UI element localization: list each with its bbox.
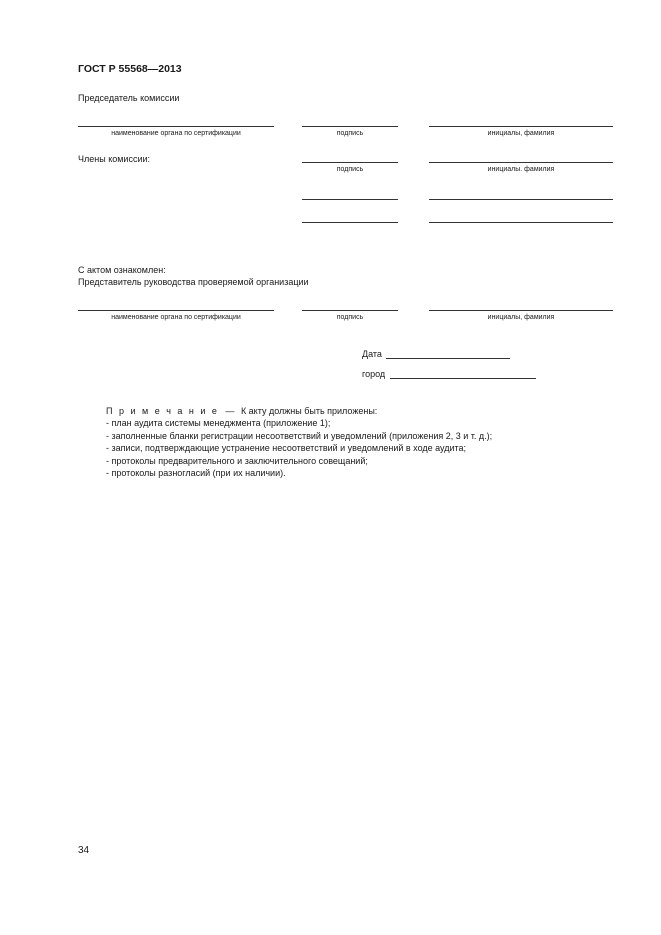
signature-line <box>78 310 274 311</box>
note-item: - протоколы предварительного и заключительного совещаний; <box>106 455 368 466</box>
city-line <box>390 369 536 379</box>
caption-name: инициалы, фамилия <box>487 130 555 137</box>
signature-line <box>429 310 613 311</box>
note-item: - протоколы разногласий (при их наличии). <box>106 468 286 479</box>
acquainted-label: С актом ознакомлен: <box>78 265 166 275</box>
signature-line <box>302 310 398 311</box>
chairman-label: Председатель комиссии <box>78 93 180 103</box>
signature-line <box>302 126 398 127</box>
representative-label: Представитель руководства проверяемой организации <box>78 277 309 287</box>
caption-signature: подпись <box>336 314 364 321</box>
caption-name: инициалы, фамилия <box>487 314 555 321</box>
signature-line <box>302 199 398 200</box>
caption-organ: наименование органа по сертификации <box>111 314 241 321</box>
date-field <box>362 349 510 359</box>
caption-signature: подпись <box>336 166 364 173</box>
signature-line <box>429 222 613 223</box>
signature-line <box>429 199 613 200</box>
note-block <box>106 405 492 479</box>
note-heading <box>106 405 492 417</box>
date-label: Дата <box>362 349 382 359</box>
caption-signature: подпись <box>336 130 364 137</box>
signature-line <box>429 162 613 163</box>
caption-name: инициалы. фамилия <box>487 166 555 173</box>
signature-line <box>302 222 398 223</box>
page-number: 34 <box>78 845 90 856</box>
signature-line <box>78 126 274 127</box>
document-header: ГОСТ Р 55568—2013 <box>78 63 182 75</box>
date-line <box>386 349 510 359</box>
caption-organ: наименование органа по сертификации <box>111 130 241 137</box>
note-intro: К акту должны быть приложены: <box>240 406 378 416</box>
signature-line <box>429 126 613 127</box>
members-label: Члены комиссии: <box>78 154 151 164</box>
note-item: - план аудита системы менеджмента (приложение 1); <box>106 418 331 429</box>
note-dash: — <box>225 406 235 416</box>
note-title: П р и м е ч а н и е <box>106 406 219 416</box>
city-label: город <box>362 369 386 379</box>
signature-line <box>302 162 398 163</box>
note-item: - записи, подтверждающие устранение несоответствий и уведомлений в ходе аудита; <box>106 443 467 454</box>
city-field <box>362 369 536 379</box>
note-item: - заполненные бланки регистрации несоответствий и уведомлений (приложения 2, 3 и т. д.); <box>106 430 493 441</box>
